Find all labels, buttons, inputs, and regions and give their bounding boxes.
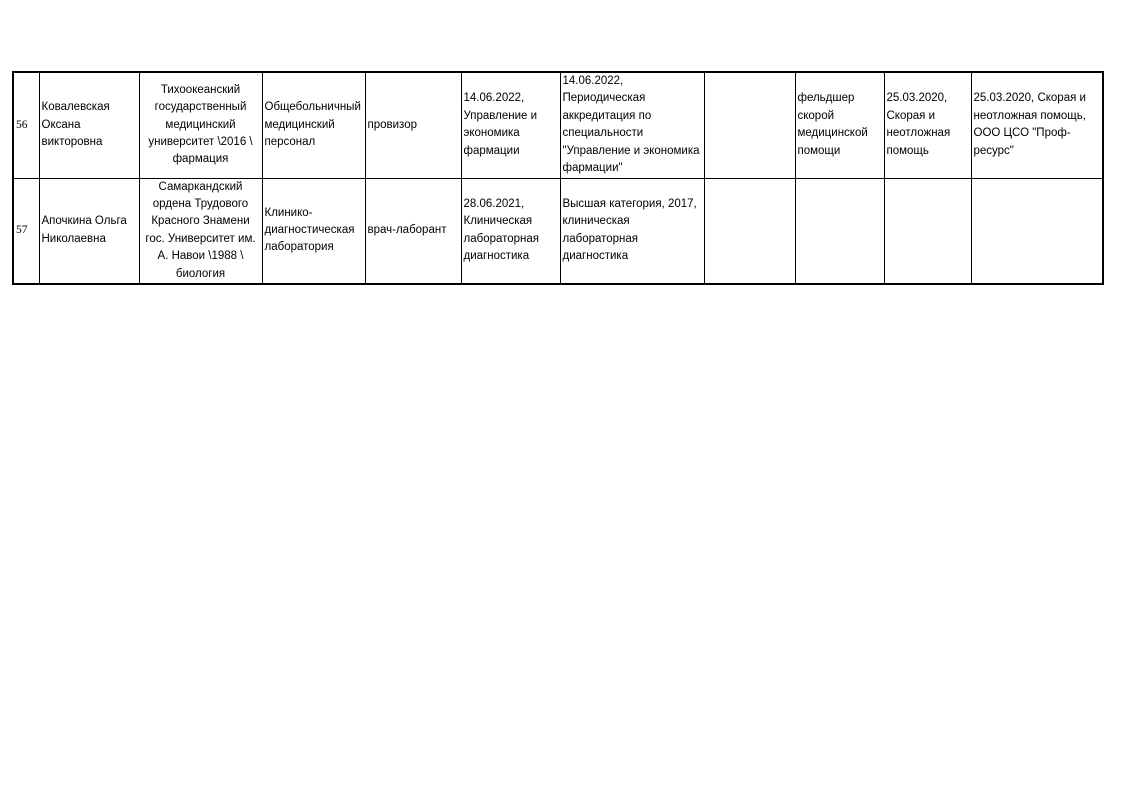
extra-date: 25.03.2020, Скорая и неотложная помощь: [884, 72, 971, 178]
employee-name: Апочкина Ольга Николаевна: [39, 178, 139, 284]
position: провизор: [365, 72, 461, 178]
table-row: [13, 72, 1103, 178]
category: [704, 178, 795, 284]
extra-certificate: 25.03.2020, Скорая и неотложная помощь, ООО ЦСО "Проф-ресурс": [971, 72, 1103, 178]
education: Тихоокеанский государственный медицинский университет \2016 \ фармация: [139, 72, 262, 178]
extra-date: [884, 178, 971, 284]
certification: 14.06.2022, Периодическая аккредитация по специальности "Управление и экономика фармации": [560, 72, 704, 178]
certification: Высшая категория, 2017, клиническая лабораторная диагностика: [560, 178, 704, 284]
position-group: Общебольничный медицинский персонал: [262, 72, 365, 178]
training: 14.06.2022, Управление и экономика фармации: [461, 72, 560, 178]
category: [704, 72, 795, 178]
position: врач-лаборант: [365, 178, 461, 284]
training: 28.06.2021, Клиническая лабораторная диагностика: [461, 178, 560, 284]
table-row: [13, 178, 1103, 284]
employee-name: Ковалевская Оксана викторовна: [39, 72, 139, 178]
row-number: 56: [13, 72, 39, 178]
position-group: Клинико-диагностическая лаборатория: [262, 178, 365, 284]
education: Самаркандский ордена Трудового Красного Знамени гос. Университет им. А. Навои \1988 \ биология: [139, 178, 262, 284]
staff-table: [12, 71, 1104, 285]
extra-certificate: [971, 178, 1103, 284]
extra-specialty: [795, 178, 884, 284]
row-number: 57: [13, 178, 39, 284]
extra-specialty: фельдшер скорой медицинской помощи: [795, 72, 884, 178]
